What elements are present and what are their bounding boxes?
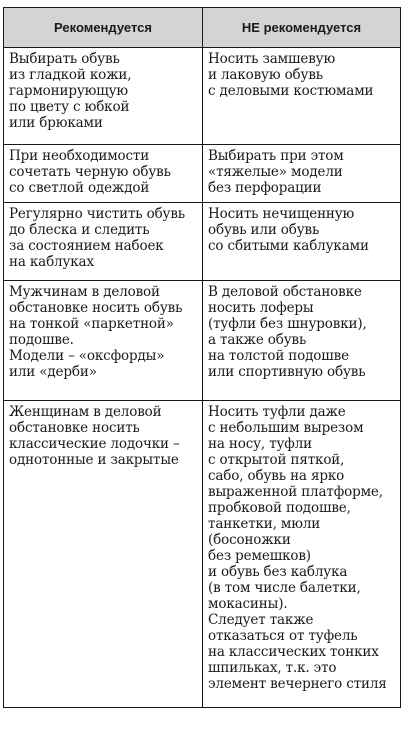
table-row	[4, 48, 401, 145]
cell-recommended: Регулярно чистить обувь до блеска и следить за состоянием набоек на каблуках	[4, 203, 203, 281]
table-row	[4, 401, 401, 708]
cell-not-recommended: В деловой обстановке носить лоферы (туфли без шнуровки), а также обувь на толстой подошве или спортивную обувь	[203, 281, 401, 401]
cell-not-recommended: Носить нечищенную обувь или обувь со сбитыми каблуками	[203, 203, 401, 281]
table-row	[4, 145, 401, 203]
cell-not-recommended: Носить замшевую и лаковую обувь с деловыми костюмами	[203, 48, 401, 145]
table-row	[4, 203, 401, 281]
header-not-recommended: НЕ рекомендуется	[203, 8, 401, 48]
cell-not-recommended: Носить туфли даже с небольшим вырезом на носу, туфли с открытой пяткой, сабо, обувь на ярко выраженной платформе, пробковой подошве, танкетки, мюли (босоножки без ремешков) и обувь без каблука (в том числе балетки, мокасины). Следует также отказаться от туфель на классических тонких шпильках, т.к. это элемент вечернего стиля	[203, 401, 401, 708]
table-row	[4, 281, 401, 401]
shoe-recommendations-table	[3, 7, 401, 708]
cell-recommended: При необходимости сочетать черную обувь со светлой одеждой	[4, 145, 203, 203]
cell-recommended: Мужчинам в деловой обстановке носить обувь на тонкой «паркетной» подошве. Модели – «оксфорды» или «дерби»	[4, 281, 203, 401]
table-header-row	[4, 8, 401, 48]
header-recommended: Рекомендуется	[4, 8, 203, 48]
cell-not-recommended: Выбирать при этом «тяжелые» модели без перфорации	[203, 145, 401, 203]
cell-recommended: Женщинам в деловой обстановке носить классические лодочки – однотонные и закрытые	[4, 401, 203, 708]
cell-recommended: Выбирать обувь из гладкой кожи, гармонирующую по цвету с юбкой или брюками	[4, 48, 203, 145]
